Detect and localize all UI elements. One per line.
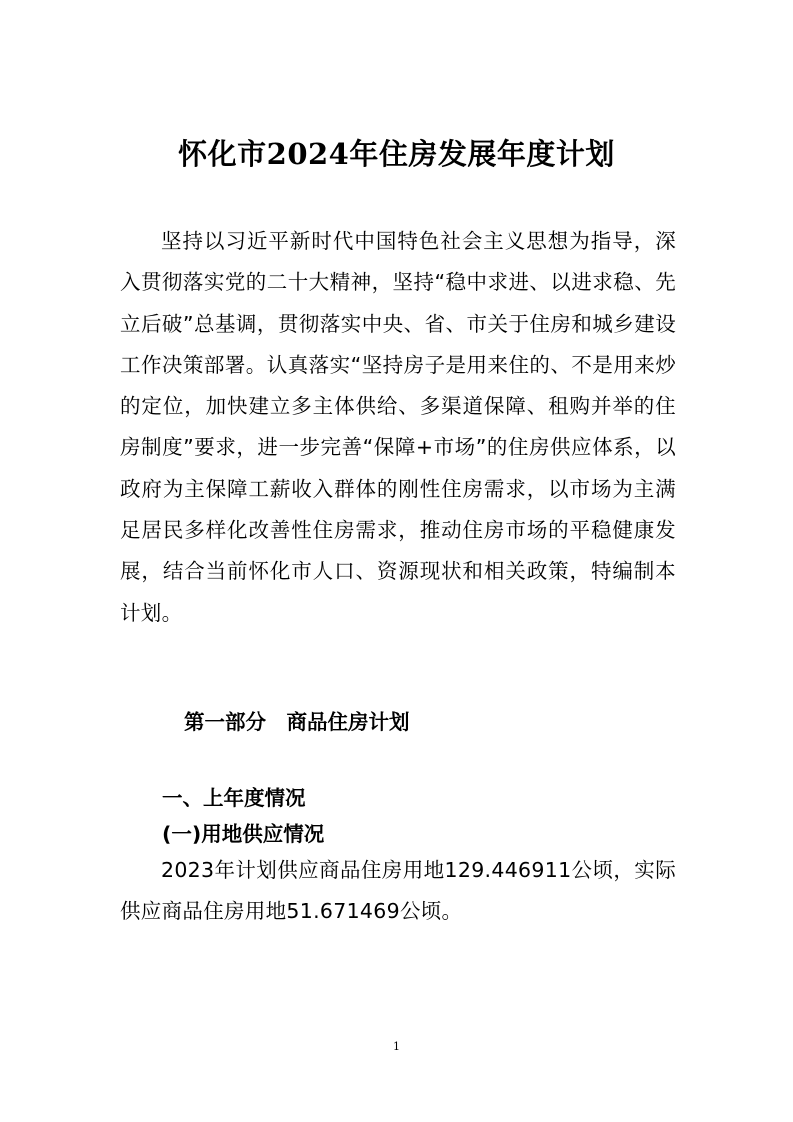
page-number: 1 (393, 1040, 400, 1053)
part-heading: 第一部分 商品住房计划 (184, 710, 410, 734)
section-heading: 一、上年度情况 (162, 786, 306, 810)
document-title: 怀化市2024年住房发展年度计划 (178, 137, 615, 171)
subsection-heading: (一)用地供应情况 (162, 822, 325, 846)
intro-paragraph: 坚持以习近平新时代中国特色社会主义思想为指导，深入贯彻落实党的二十大精神，坚持“稳中求进、以进求稳、先立后破”总基调，贯彻落实中央、省、市关于住房和城乡建设工作决策部署。认真落实“坚持房子是用来住的、不是用来炒的定位，加快建立多主体供给、多渠道保障、租购并举的住房制度”要求，进一步完善“保障+市场”的住房供应体系，以政府为主保障工薪收入群体的刚性住房需求，以市场为主满足居民多样化改善性住房需求，推动住房市场的平稳健康发展，结合当前怀化市人口、资源现状和相关政策，特编制本计划。 (120, 229, 676, 625)
land-supply-paragraph: 2023年计划供应商品住房用地129.446911公顷，实际供应商品住房用地51.671469公顷。 (120, 858, 676, 924)
